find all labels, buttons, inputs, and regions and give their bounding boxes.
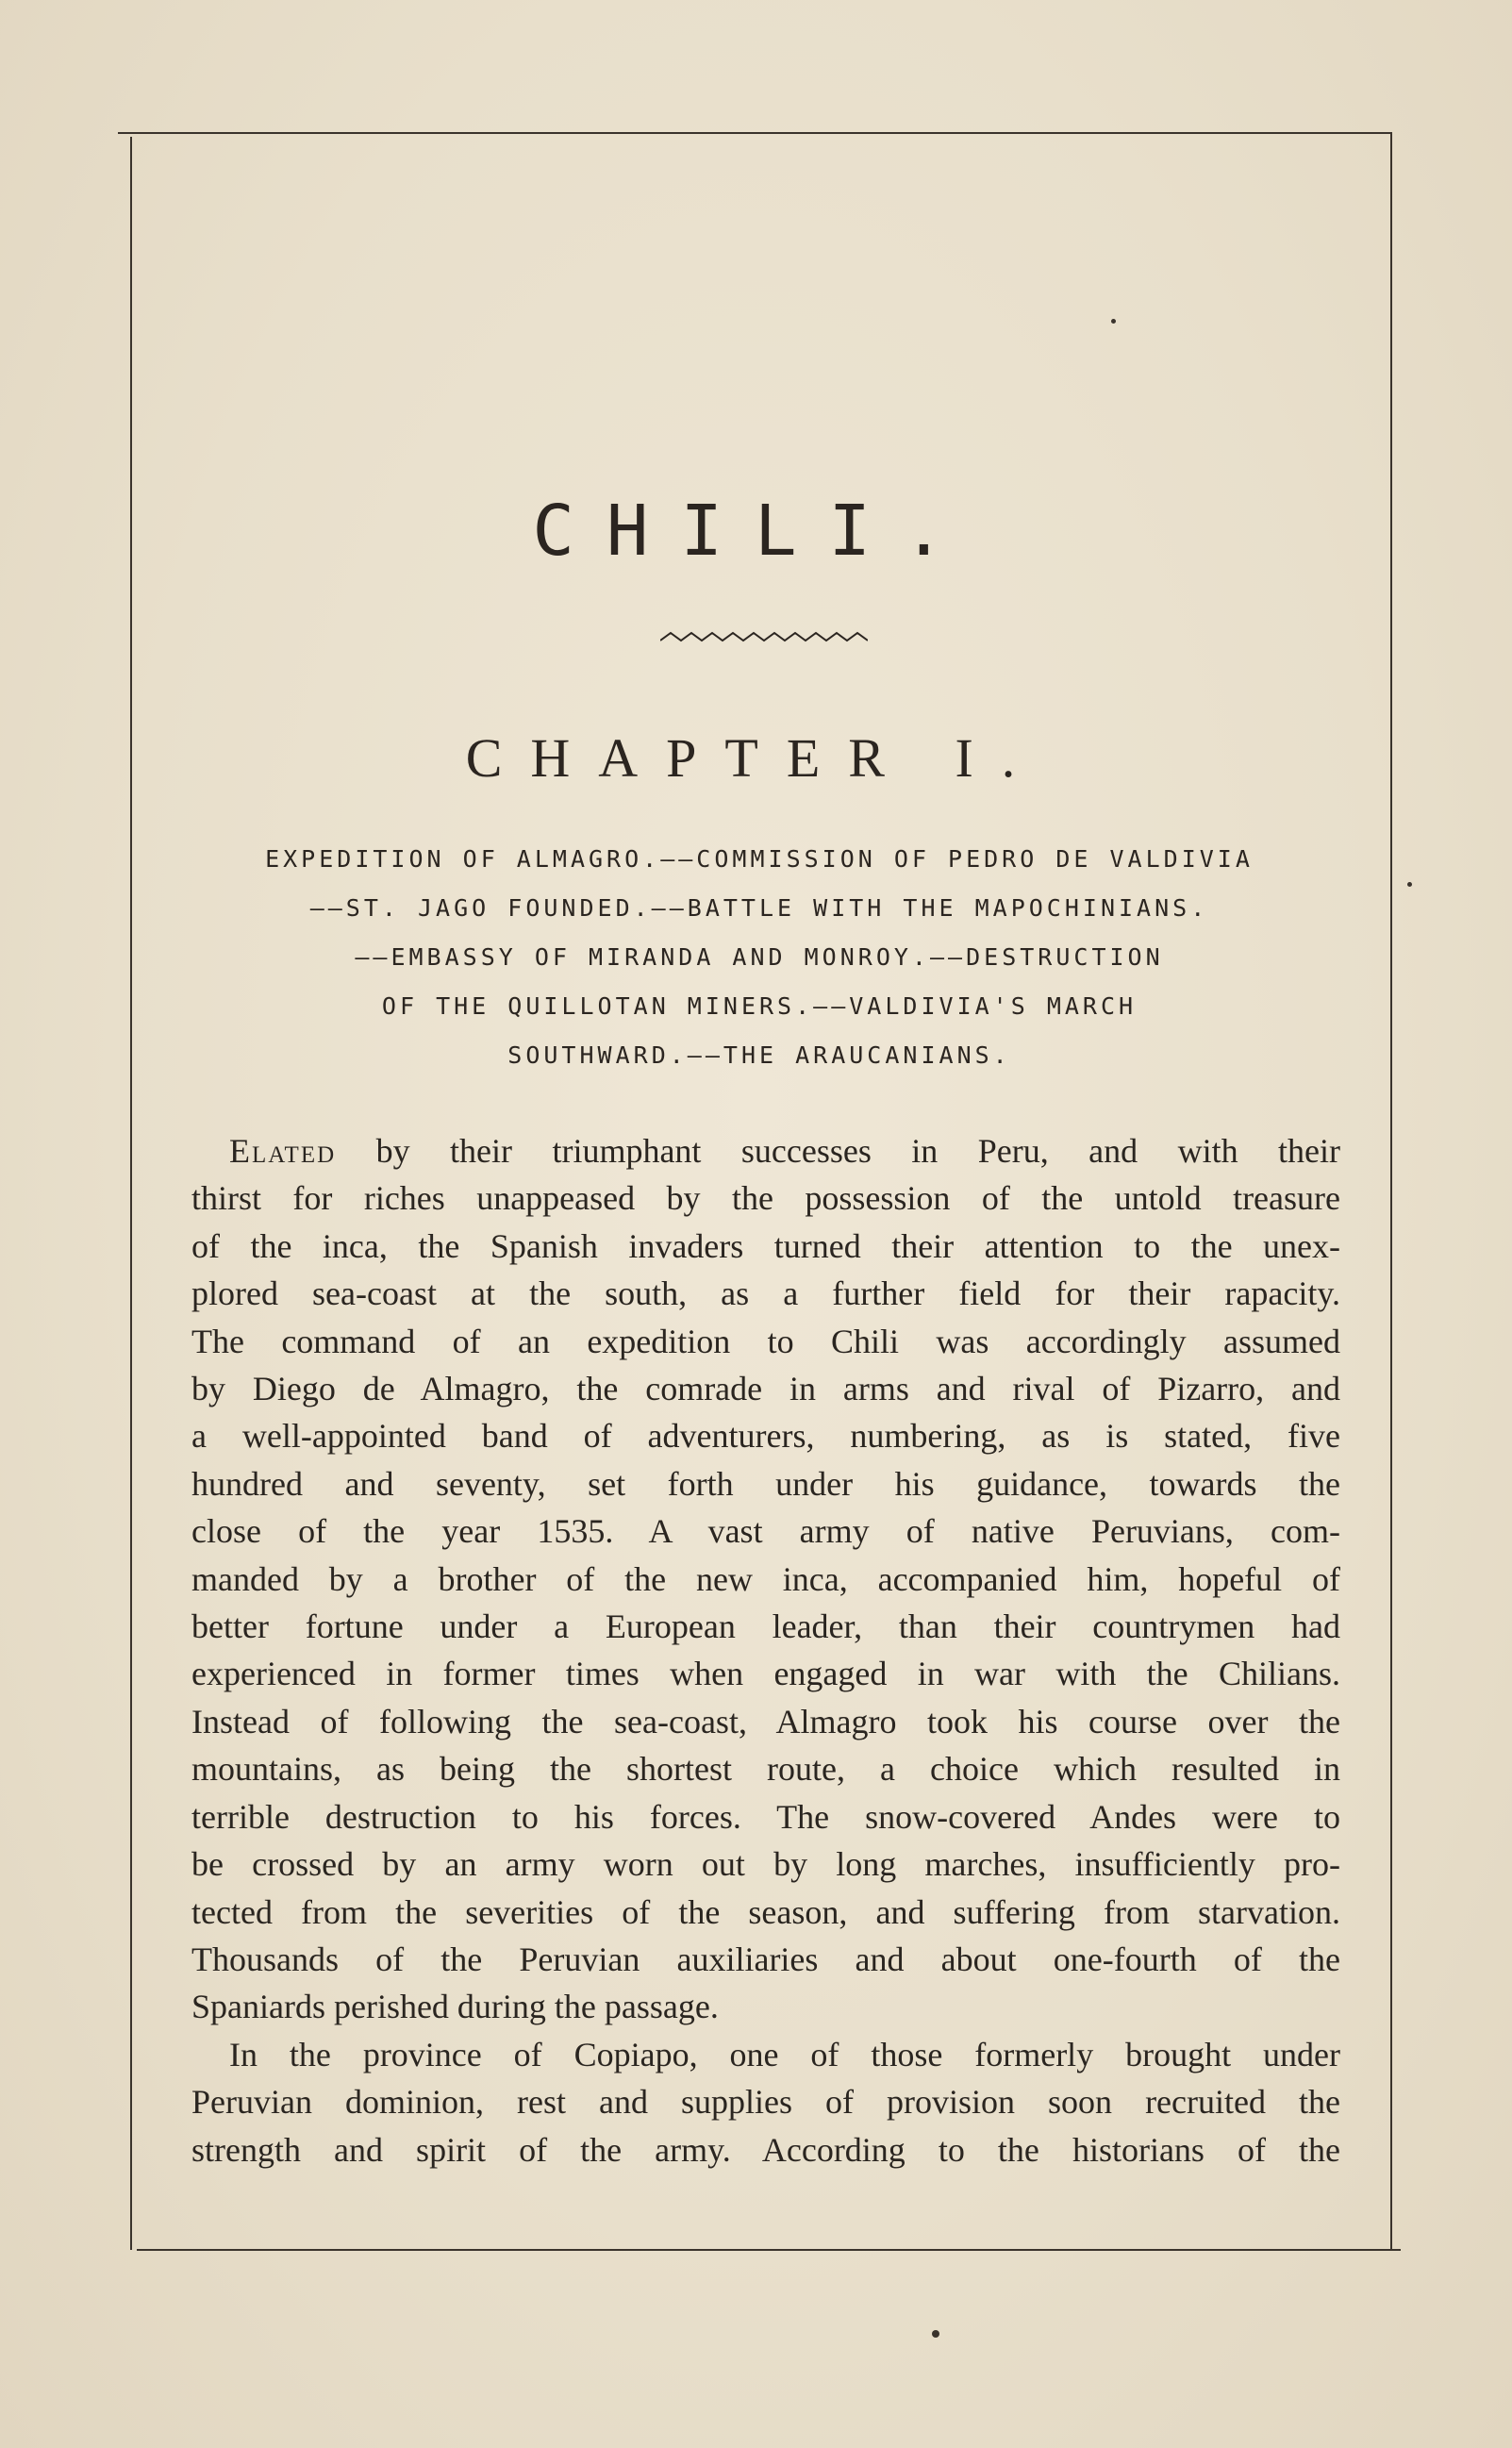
body-line: plored sea-coast at the south, as a further field for their rapacity. <box>191 1274 1340 1313</box>
body-line: In the province of Copiapo, one of those formerly brought under <box>229 2035 1340 2073</box>
speck <box>1407 882 1412 887</box>
body-line: thirst for riches unappeased by the possession of the untold treasure <box>191 1179 1340 1218</box>
body-line: Spaniards perished during the passage. <box>191 1988 719 2026</box>
body-line: Peruvian dominion, rest and supplies of provision soon recruited the <box>191 2083 1340 2122</box>
body-text <box>191 1127 1340 2173</box>
body-line: mountains, as being the shortest route, a choice which resulted in <box>191 1750 1340 1789</box>
wave-ornament <box>660 627 868 650</box>
body-line: of the inca, the Spanish invaders turned their attention to the unex- <box>191 1226 1340 1265</box>
frame-top-rule <box>118 132 1391 134</box>
frame-bottom-rule <box>137 2249 1401 2251</box>
opening-word: Elated <box>229 1132 337 1170</box>
body-line: terrible destruction to his forces. The snow-covered Andes were to <box>191 1797 1340 1836</box>
body-line: experienced in former times when engaged in war with the Chilians. <box>191 1655 1340 1693</box>
synopsis-line: ——ST. JAGO FOUNDED.——BATTLE WITH THE MAPOCHINIANS. <box>309 894 1209 922</box>
body-line: Instead of following the sea-coast, Almagro took his course over the <box>191 1702 1340 1740</box>
speck <box>1111 319 1116 324</box>
frame-right-rule <box>1390 132 1392 2250</box>
body-line: tected from the severities of the season, and suffering from starvation. <box>191 1892 1340 1931</box>
body-line: Thousands of the Peruvian auxiliaries and about one-fourth of the <box>191 1940 1340 1978</box>
body-line <box>191 1127 1340 1174</box>
body-line: be crossed by an army worn out by long marches, insufficiently pro- <box>191 1845 1340 1884</box>
body-line: close of the year 1535. A vast army of native Peruvians, com- <box>191 1512 1340 1551</box>
synopsis-line: ——EMBASSY OF MIRANDA AND MONROY.——DESTRUCTION <box>355 943 1164 971</box>
body-line: by Diego de Almagro, the comrade in arms and rival of Pizarro, and <box>191 1370 1340 1408</box>
body-line: strength and spirit of the army. According to the historians of the <box>191 2130 1340 2169</box>
body-line: better fortune under a European leader, than their countrymen had <box>191 1607 1340 1646</box>
page-title: CHILI. <box>532 491 977 572</box>
synopsis-line: OF THE QUILLOTAN MINERS.——VALDIVIA'S MARCH <box>381 992 1138 1020</box>
synopsis-line: SOUTHWARD.——THE ARAUCANIANS. <box>507 1041 1011 1069</box>
body-line-text: by their triumphant successes in Peru, and with their <box>375 1132 1341 1170</box>
chapter-synopsis <box>141 835 1377 1080</box>
body-line: manded by a brother of the new inca, accompanied him, hopeful of <box>191 1559 1340 1598</box>
speck <box>932 2330 939 2338</box>
synopsis-line: EXPEDITION OF ALMAGRO.——COMMISSION OF PEDRO DE VALDIVIA <box>265 845 1254 873</box>
frame-left-rule <box>130 137 132 2250</box>
body-line: a well-appointed band of adventurers, numbering, as is stated, five <box>191 1417 1340 1456</box>
body-line: The command of an expedition to Chili was accordingly assumed <box>191 1322 1340 1360</box>
chapter-heading: CHAPTER I. <box>465 727 1044 789</box>
body-line: hundred and seventy, set forth under his guidance, towards the <box>191 1464 1340 1503</box>
